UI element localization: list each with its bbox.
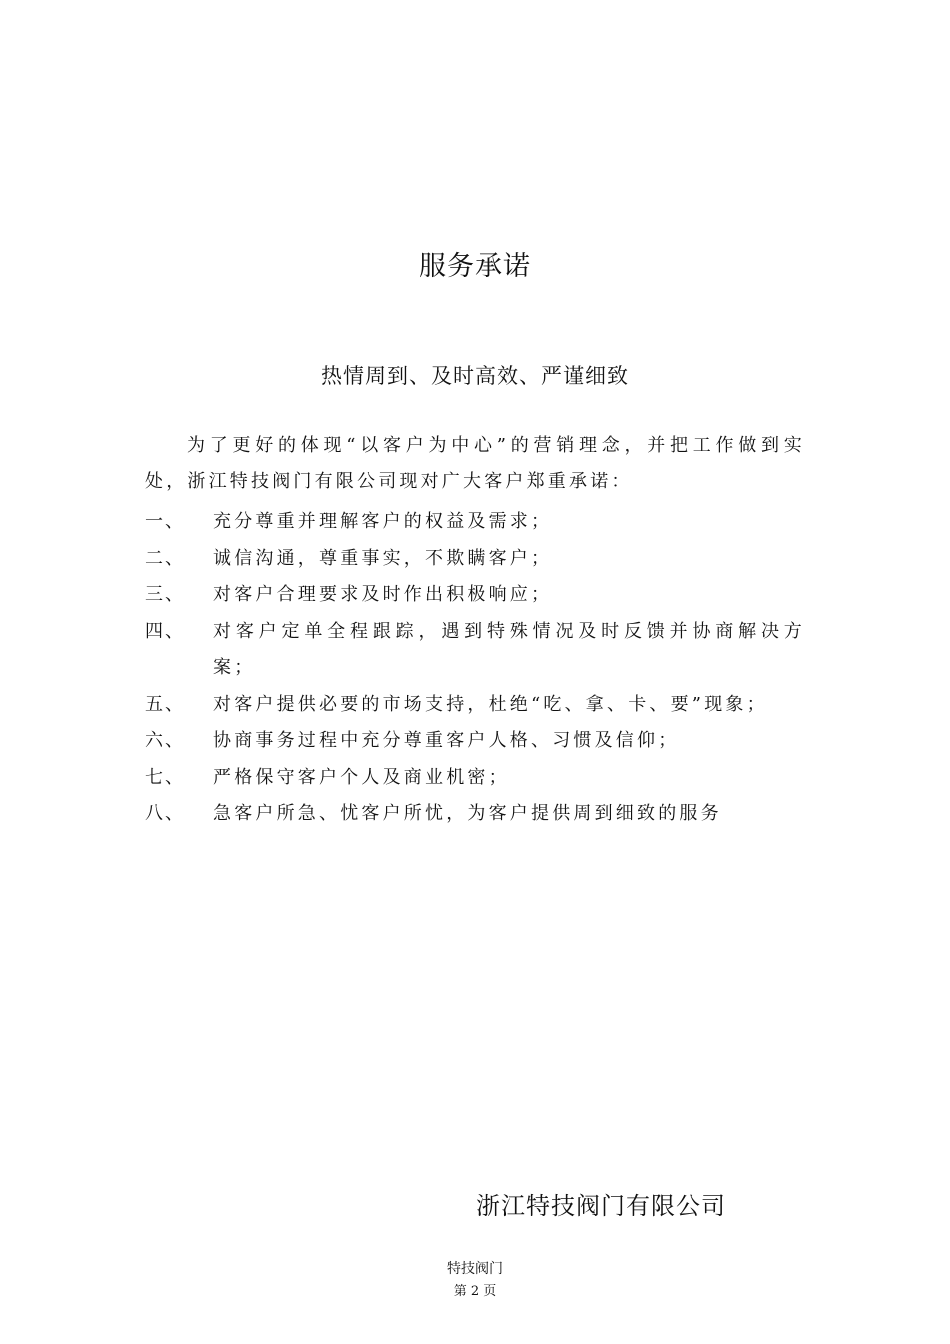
list-item bbox=[145, 796, 805, 833]
list-item bbox=[145, 687, 805, 724]
list-item-marker: 八、 bbox=[145, 803, 185, 824]
list-item bbox=[145, 541, 805, 578]
list-item-marker: 三、 bbox=[145, 584, 185, 605]
list-item bbox=[145, 723, 805, 760]
list-item-text: 严格保守客户个人及商业机密； bbox=[213, 766, 510, 788]
list-item-marker: 五、 bbox=[145, 693, 185, 715]
list-item-marker: 六、 bbox=[145, 730, 185, 751]
list-item-text: 急客户所急、忧客户所忧，为客户提供周到细致的服务 bbox=[213, 803, 722, 824]
list-item-text: 对客户提供必要的市场支持，杜绝“吃、拿、卡、要”现象； bbox=[213, 693, 768, 715]
list-item-marker: 四、 bbox=[145, 620, 185, 642]
list-item-text: 充分尊重并理解客户的权益及需求； bbox=[213, 511, 553, 532]
list-item-text: 对客户合理要求及时作出积极响应； bbox=[213, 584, 553, 605]
list-item-text: 协商事务过程中充分尊重客户人格、习惯及信仰； bbox=[213, 730, 680, 751]
list-item-marker: 二、 bbox=[145, 547, 185, 569]
list-item bbox=[145, 577, 805, 614]
list-item bbox=[145, 760, 805, 797]
list-item bbox=[145, 614, 805, 687]
footer-brand: 特技阀门 bbox=[447, 1261, 503, 1277]
page-title: 服务承诺 bbox=[419, 251, 531, 282]
commitment-list bbox=[145, 504, 805, 833]
page-number: 第 2 页 bbox=[453, 1284, 497, 1299]
intro-paragraph: 为了更好的体现“以客户为中心”的营销理念，并把工作做到实处，浙江特技阀门有限公司现对广大客户郑重承诺： bbox=[145, 435, 805, 492]
list-item-marker: 一、 bbox=[145, 511, 185, 532]
page-subtitle: 热情周到、及时高效、严谨细致 bbox=[321, 364, 629, 388]
list-item-text: 对客户定单全程跟踪，遇到特殊情况及时反馈并协商解决方案； bbox=[213, 620, 805, 678]
list-item-text: 诚信沟通，尊重事实，不欺瞒客户； bbox=[213, 547, 553, 569]
company-signature: 浙江特技阀门有限公司 bbox=[476, 1192, 726, 1220]
list-item bbox=[145, 504, 805, 541]
list-item-marker: 七、 bbox=[145, 766, 185, 788]
